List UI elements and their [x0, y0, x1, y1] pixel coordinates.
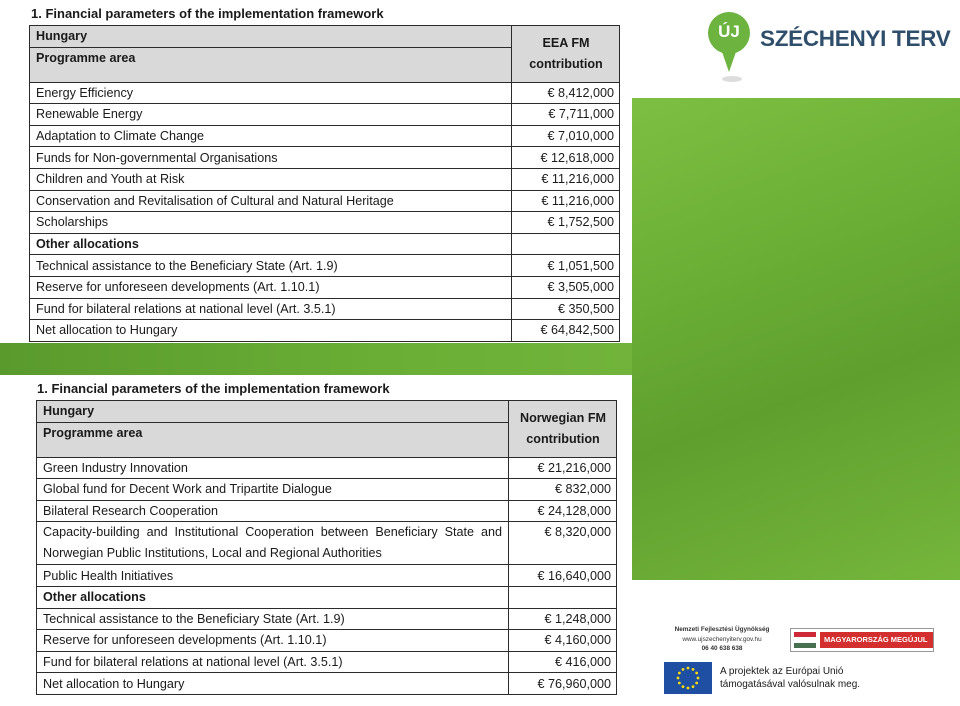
eu-stars-icon: [664, 662, 712, 694]
table2-body: [37, 457, 617, 694]
green-background-panel: [632, 98, 960, 580]
row-label: Renewable Energy: [30, 104, 512, 126]
hungarian-flag-icon: [794, 632, 816, 648]
row-value: € 11,216,000: [512, 190, 620, 212]
row-value: € 64,842,500: [512, 320, 620, 342]
table2-header-country: Hungary: [37, 401, 509, 423]
row-label: Children and Youth at Risk: [30, 168, 512, 190]
table2-header-value-line1: Norwegian FM: [519, 410, 607, 425]
row-value: € 7,010,000: [512, 125, 620, 147]
table-row: [30, 125, 620, 147]
table-row: [37, 608, 617, 630]
table2-header-value: [509, 401, 617, 458]
logo-wordmark: SZÉCHENYI TERV: [760, 26, 951, 51]
row-value: € 8,412,000: [512, 82, 620, 104]
row-label: Adaptation to Climate Change: [30, 125, 512, 147]
table1-header-value: [512, 26, 620, 83]
eu-star: [687, 667, 690, 670]
table-row: [30, 276, 620, 298]
eu-star: [682, 668, 685, 671]
row-label: Capacity-building and Institutional Cooperation between Beneficiary State and Norwegian Public Institutions, Local and Regional Authorities: [37, 522, 509, 565]
agency-logo: [662, 625, 782, 654]
table-row: [37, 673, 617, 695]
table-row: [30, 233, 620, 255]
row-value: € 1,051,500: [512, 255, 620, 277]
agency-phone: 06 40 638 638: [701, 645, 743, 652]
row-value: € 350,500: [512, 298, 620, 320]
row-value: € 11,216,000: [512, 168, 620, 190]
row-value: € 7,711,000: [512, 104, 620, 126]
eu-star: [678, 682, 681, 685]
eu-star: [695, 682, 698, 685]
table-row: [37, 586, 617, 608]
table-row: [37, 565, 617, 587]
agency-url: www.ujszechenyiterv.gov.hu: [682, 635, 762, 643]
row-label: Technical assistance to the Beneficiary State (Art. 1.9): [30, 255, 512, 277]
row-label: Other allocations: [30, 233, 512, 255]
table-row: [30, 147, 620, 169]
table-row: [30, 168, 620, 190]
table-row: [30, 104, 620, 126]
eu-star: [697, 677, 700, 680]
table1-header-area: Programme area: [30, 47, 512, 82]
row-label: Fund for bilateral relations at national level (Art. 3.5.1): [37, 651, 509, 673]
row-value: € 1,248,000: [509, 608, 617, 630]
row-label: Conservation and Revitalisation of Cultural and Natural Heritage: [30, 190, 512, 212]
table-row: [30, 255, 620, 277]
row-label: Other allocations: [37, 586, 509, 608]
eu-funding-line2: támogatásával valósulnak meg.: [720, 679, 861, 690]
table1-header-row: [30, 26, 620, 48]
row-label: Reserve for unforeseen developments (Art. 1.10.1): [30, 276, 512, 298]
eu-funding-text: [720, 665, 860, 691]
row-value: € 4,160,000: [509, 630, 617, 652]
logo-pin-text: ÚJ: [718, 22, 740, 41]
row-value: [512, 233, 620, 255]
row-value: € 21,216,000: [509, 457, 617, 479]
table1-body: [30, 82, 620, 341]
eu-star: [687, 687, 690, 690]
table-row: [30, 82, 620, 104]
table-row: [37, 630, 617, 652]
table1-header-value-line2: contribution: [529, 56, 603, 71]
row-label: Scholarships: [30, 212, 512, 234]
green-divider-band: [0, 343, 632, 375]
row-label: Technical assistance to the Beneficiary State (Art. 1.9): [37, 608, 509, 630]
row-label: Global fund for Decent Work and Tripartite Dialogue: [37, 479, 509, 501]
table1-heading: 1. Financial parameters of the implementation framework: [31, 6, 384, 21]
table2-header-value-line2: contribution: [526, 431, 600, 446]
table2-heading: 1. Financial parameters of the implementation framework: [37, 381, 390, 396]
table2-header-row: [37, 401, 617, 423]
eu-star: [692, 685, 695, 688]
table1-header-country: Hungary: [30, 26, 512, 48]
eu-star: [678, 672, 681, 675]
badge-text: MAGYARORSZÁG MEGÚJUL: [820, 632, 933, 648]
row-label: Public Health Initiatives: [37, 565, 509, 587]
row-label: Funds for Non-governmental Organisations: [30, 147, 512, 169]
row-value: € 8,320,000: [509, 522, 617, 565]
row-label: Fund for bilateral relations at national level (Art. 3.5.1): [30, 298, 512, 320]
table-row: [37, 479, 617, 501]
table2-header-area: Programme area: [37, 422, 509, 457]
table2-norwegian-fm: [36, 400, 617, 695]
row-value: € 16,640,000: [509, 565, 617, 587]
row-value: € 1,752,500: [512, 212, 620, 234]
row-label: Bilateral Research Cooperation: [37, 500, 509, 522]
row-value: € 12,618,000: [512, 147, 620, 169]
eu-star: [695, 672, 698, 675]
eu-funding-line1: A projektek az Európai Unió: [720, 666, 844, 677]
eu-star: [692, 668, 695, 671]
row-label: Energy Efficiency: [30, 82, 512, 104]
row-label: Net allocation to Hungary: [37, 673, 509, 695]
table1-header-value-line1: EEA FM: [542, 35, 590, 50]
table-row: [37, 651, 617, 673]
row-value: € 3,505,000: [512, 276, 620, 298]
table-row: [30, 212, 620, 234]
agency-name: Nemzeti Fejlesztési Ügynökség: [674, 626, 770, 633]
table-row: [30, 298, 620, 320]
row-value: € 24,128,000: [509, 500, 617, 522]
table-row: [30, 190, 620, 212]
row-value: € 416,000: [509, 651, 617, 673]
eu-star: [677, 677, 680, 680]
eu-star: [682, 685, 685, 688]
row-value: € 832,000: [509, 479, 617, 501]
table-row: [37, 457, 617, 479]
row-label: Reserve for unforeseen developments (Art. 1.10.1): [37, 630, 509, 652]
logo-shadow: [722, 76, 742, 82]
row-label: Green Industry Innovation: [37, 457, 509, 479]
table-row: [37, 522, 617, 565]
eu-flag-icon: [664, 662, 712, 694]
magyarorszag-megujul-badge: [790, 628, 934, 652]
row-value: [509, 586, 617, 608]
row-value: € 76,960,000: [509, 673, 617, 695]
table1-eea-fm: [29, 25, 620, 342]
table-row: [30, 320, 620, 342]
table-row: [37, 500, 617, 522]
row-label: Net allocation to Hungary: [30, 320, 512, 342]
